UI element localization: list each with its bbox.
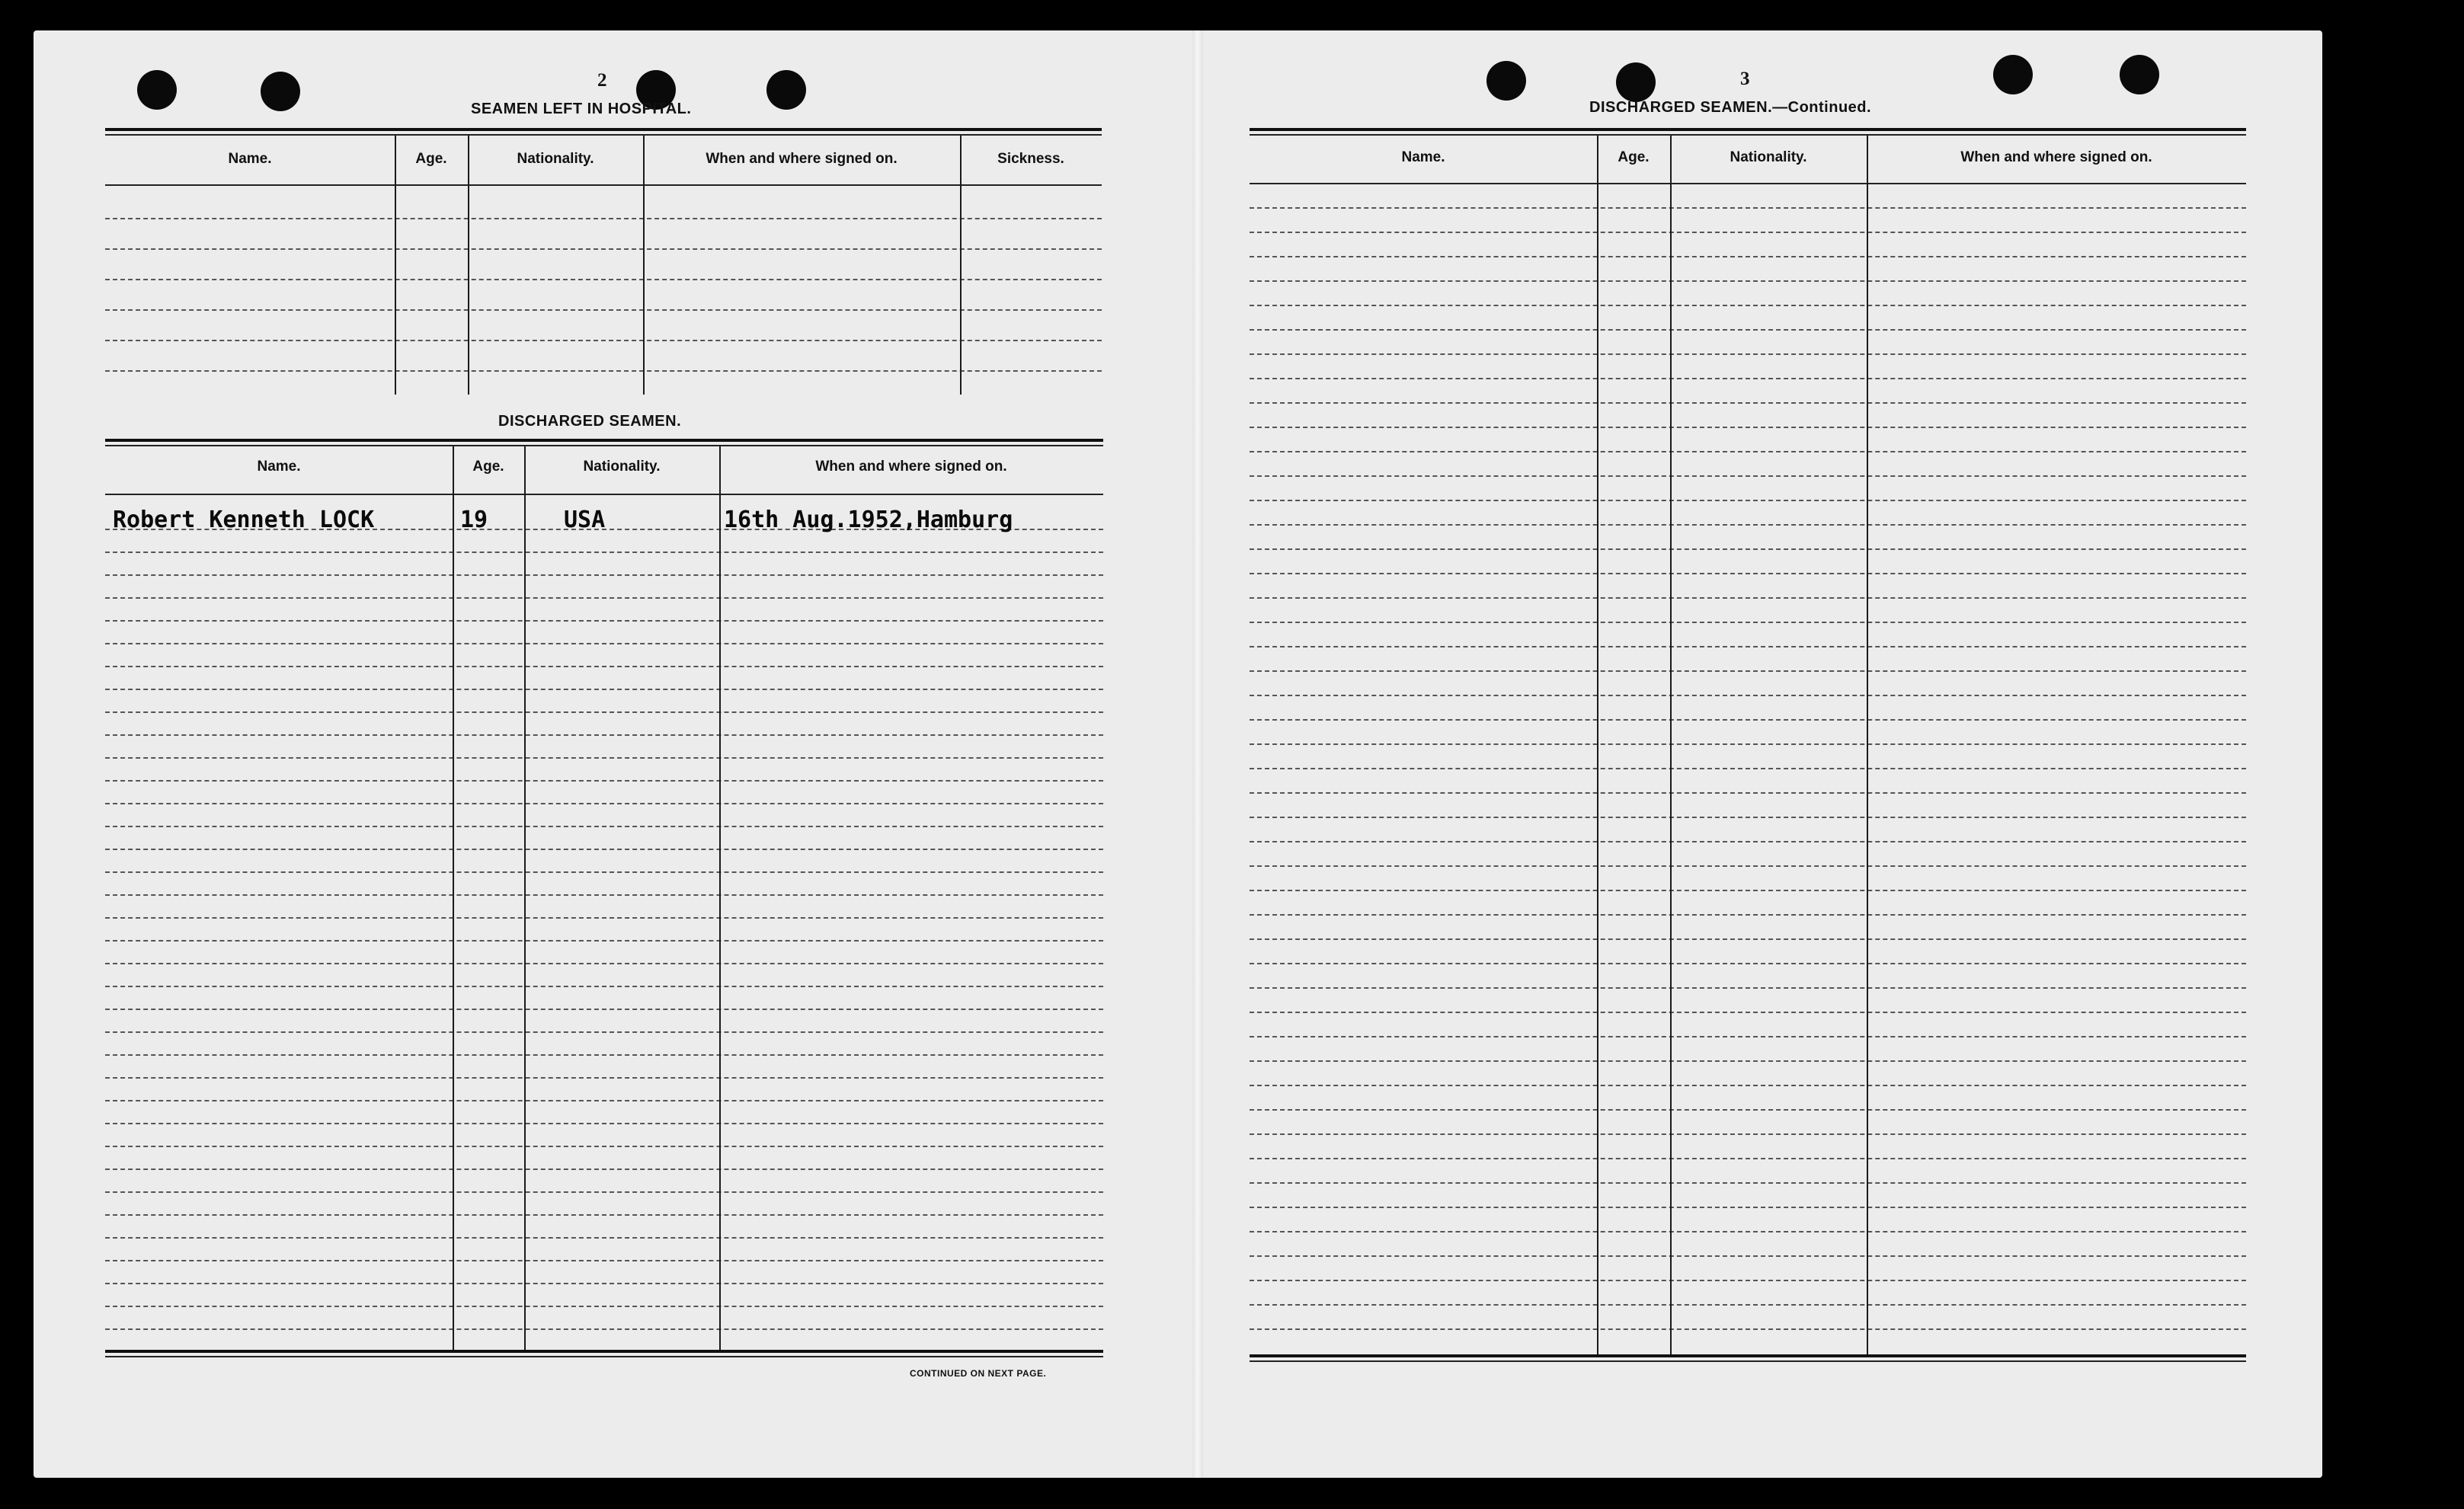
seaman-name: Robert Kenneth LOCK xyxy=(113,507,375,533)
punch-hole xyxy=(766,70,806,110)
right-col-age: Age. xyxy=(1618,149,1650,165)
discharged-continued-title: DISCHARGED SEAMEN.—Continued. xyxy=(1589,99,1872,116)
continued-footer: CONTINUED ON NEXT PAGE. xyxy=(910,1368,1047,1379)
discharged-table-left xyxy=(105,439,1103,1364)
hospital-table xyxy=(105,128,1102,395)
hospital-col-age: Age. xyxy=(415,151,447,167)
discharged-col-age: Age. xyxy=(472,459,504,475)
discharged-col-name: Name. xyxy=(257,459,301,475)
punch-hole xyxy=(1486,61,1526,101)
discharged-table-right xyxy=(1250,128,2246,1370)
punch-hole xyxy=(2120,55,2159,94)
seaman-age: 19 xyxy=(460,507,488,533)
seaman-signed-on: 16th Aug.1952,Hamburg xyxy=(724,507,1013,533)
right-col-nationality: Nationality. xyxy=(1730,149,1807,165)
discharged-col-nationality: Nationality. xyxy=(583,459,661,475)
punch-hole xyxy=(1993,55,2033,94)
page-fold xyxy=(1192,30,1203,1478)
discharged-section-title: DISCHARGED SEAMEN. xyxy=(498,413,682,430)
discharged-col-signed-on: When and where signed on. xyxy=(815,459,1007,475)
hospital-col-nationality: Nationality. xyxy=(517,151,594,167)
seaman-nationality: USA xyxy=(564,507,606,533)
right-col-signed-on: When and where signed on. xyxy=(1960,149,2152,165)
page-number-right: 3 xyxy=(1740,69,1750,89)
page-number-left: 2 xyxy=(597,70,607,91)
hospital-section-title: SEAMEN LEFT IN HOSPITAL. xyxy=(471,101,692,117)
hospital-col-name: Name. xyxy=(228,151,272,167)
punch-hole xyxy=(137,70,177,110)
hospital-col-signed-on: When and where signed on. xyxy=(706,151,898,167)
right-col-name: Name. xyxy=(1401,149,1445,165)
hospital-col-sickness: Sickness. xyxy=(997,151,1064,167)
punch-hole xyxy=(261,72,300,111)
punch-hole xyxy=(1616,62,1656,102)
